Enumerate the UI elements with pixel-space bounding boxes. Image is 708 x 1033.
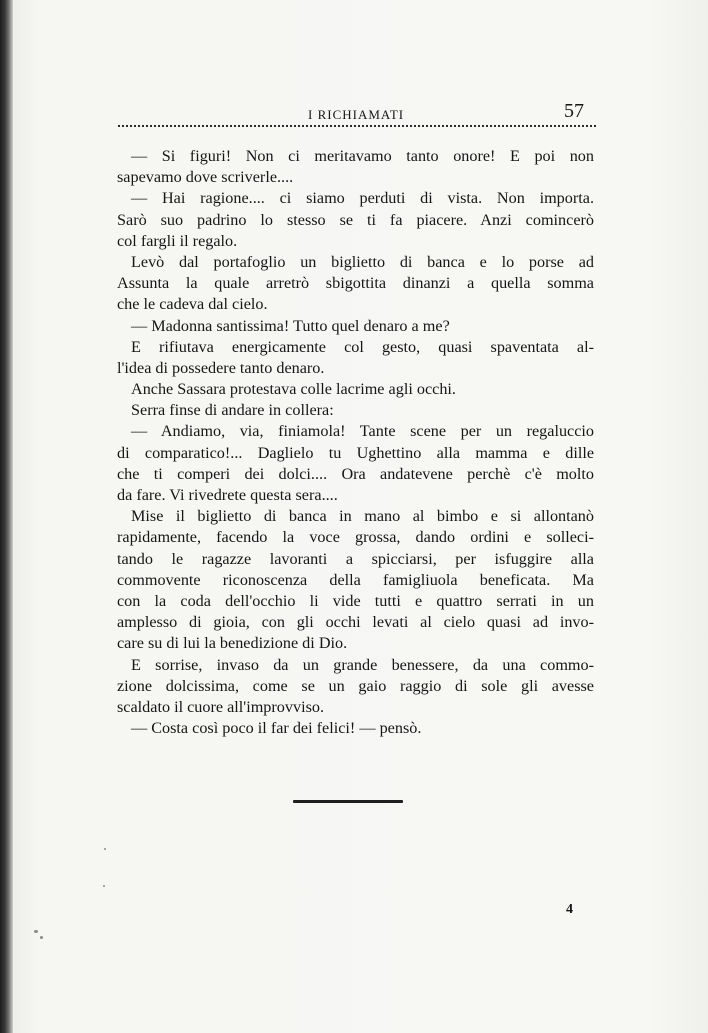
text-line: che le cadeva dal cielo. bbox=[117, 295, 268, 314]
paper-speck bbox=[103, 885, 105, 887]
text-line: tando le ragazze lavoranti a spicciarsi, per isfuggire alla bbox=[117, 549, 594, 568]
text-line: — Andiamo, via, finiamola! Tante scene per un regaluccio bbox=[131, 422, 594, 441]
text-line: Serra finse di andare in collera: bbox=[131, 401, 334, 420]
text-line: che ti comperi dei dolci.... Ora andatevene perchè c'è molto bbox=[117, 464, 594, 483]
text-line: Anche Sassara protestava colle lacrime agli occhi. bbox=[131, 380, 456, 399]
text-line: scaldato il cuore all'improvviso. bbox=[117, 697, 325, 716]
text-line: con la coda dell'occhio li vide tutti e quattro serrati in un bbox=[117, 591, 594, 610]
page-header bbox=[118, 98, 596, 134]
page-binding-edge bbox=[0, 0, 13, 1033]
text-line: care su di lui la benedizione di Dio. bbox=[117, 634, 348, 653]
text-line: commovente riconoscenza della famigliuola beneficata. Ma bbox=[117, 570, 594, 589]
text-line: — Madonna santissima! Tutto quel denaro a me? bbox=[131, 316, 450, 335]
paper-speck bbox=[40, 936, 43, 939]
text-line: Levò dal portafoglio un biglietto di banca e lo porse ad bbox=[131, 252, 594, 271]
text-line: — Costa così poco il far dei felici! — pensò. bbox=[131, 719, 422, 738]
running-title: I RICHIAMATI bbox=[308, 107, 405, 122]
paper-speck bbox=[34, 930, 38, 933]
printer-signature-mark: 4 bbox=[566, 902, 573, 917]
text-line: — Si figuri! Non ci meritavamo tanto onore! E poi non bbox=[131, 147, 594, 165]
header-dotted-rule bbox=[118, 125, 596, 127]
text-line: sapevamo dove scriverle.... bbox=[117, 168, 294, 187]
text-line: l'idea di possedere tanto denaro. bbox=[117, 358, 325, 377]
chapter-end-rule bbox=[293, 800, 403, 803]
text-line: — Hai ragione.... ci siamo perduti di vista. Non importa. bbox=[131, 189, 594, 208]
text-line: E rifiutava energicamente col gesto, quasi spaventata al- bbox=[131, 337, 594, 356]
text-line: E sorrise, invaso da un grande benessere, da una commo- bbox=[131, 655, 594, 674]
text-line: da fare. Vi rivedrete questa sera.... bbox=[117, 486, 338, 504]
text-line: di comparatico!... Daglielo tu Ughettino alla mamma e dille bbox=[117, 443, 594, 462]
text-line: col fargli il regalo. bbox=[117, 231, 238, 250]
text-line: zione dolcissima, come se un gaio raggio di sole gli avesse bbox=[117, 676, 594, 695]
text-line: Assunta la quale arretrò sbigottita dinanzi a quella somma bbox=[117, 274, 594, 293]
text-line: Mise il biglietto di banca in mano al bimbo e si allontanò bbox=[131, 507, 594, 526]
body-text bbox=[117, 146, 594, 739]
text-line: Sarò suo padrino lo stesso se ti fa piacere. Anzi comincerò bbox=[117, 210, 594, 229]
paper-speck bbox=[104, 848, 106, 850]
text-line: amplesso di gioia, con gli occhi levati al cielo quasi ad invo- bbox=[117, 613, 594, 632]
page-number: 57 bbox=[564, 100, 584, 122]
text-line: rapidamente, facendo la voce grossa, dando ordini e solleci- bbox=[117, 528, 594, 547]
